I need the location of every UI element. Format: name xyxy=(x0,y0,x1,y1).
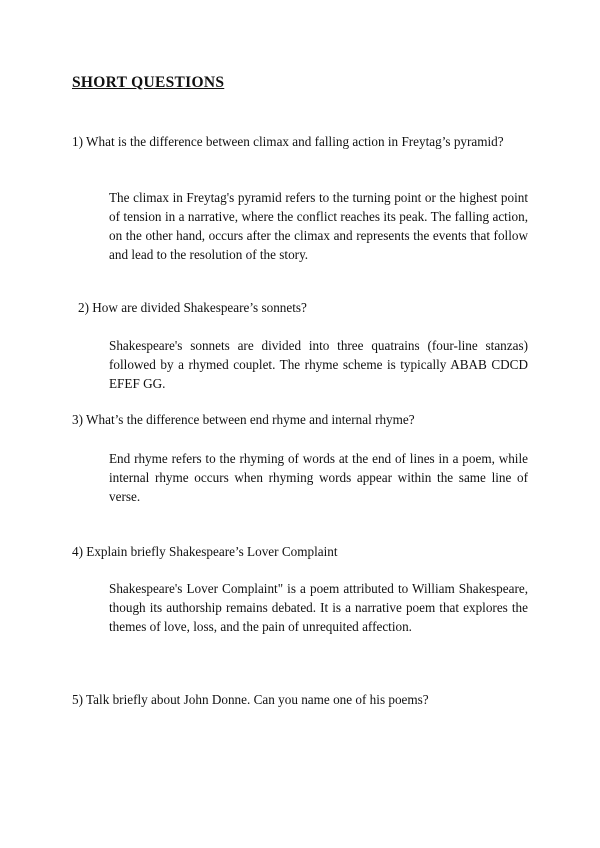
question-1: 1) What is the difference between climax and falling action in Freytag’s pyramid? xyxy=(72,134,504,149)
answer-3: End rhyme refers to the rhyming of words at the end of lines in a poem, while internal rhyme occurs when rhyming words appear within the same line of verse. xyxy=(109,451,528,504)
answer-2: Shakespeare's sonnets are divided into three quatrains (four-line stanzas) followed by a rhymed couplet. The rhyme scheme is typically ABAB CDCD EFEF GG. xyxy=(109,338,528,391)
question-4: 4) Explain briefly Shakespeare’s Lover Complaint xyxy=(72,544,338,559)
question-3: 3) What’s the difference between end rhyme and internal rhyme? xyxy=(72,412,415,427)
page-title: SHORT QUESTIONS xyxy=(72,74,225,91)
answer-1: The climax in Freytag's pyramid refers to the turning point or the highest point of tension in a narrative, where the conflict reaches its peak. The falling action, on the other hand, occurs after the climax and represents the events that follow and lead to the resolution of the story. xyxy=(109,190,528,262)
question-2: 2) How are divided Shakespeare’s sonnets? xyxy=(78,300,307,315)
answer-4: Shakespeare's Lover Complaint" is a poem attributed to William Shakespeare, though its authorship remains debated. It is a narrative poem that explores the themes of love, loss, and the pain of unrequited affection. xyxy=(109,581,528,634)
question-5: 5) Talk briefly about John Donne. Can you name one of his poems? xyxy=(72,692,429,707)
